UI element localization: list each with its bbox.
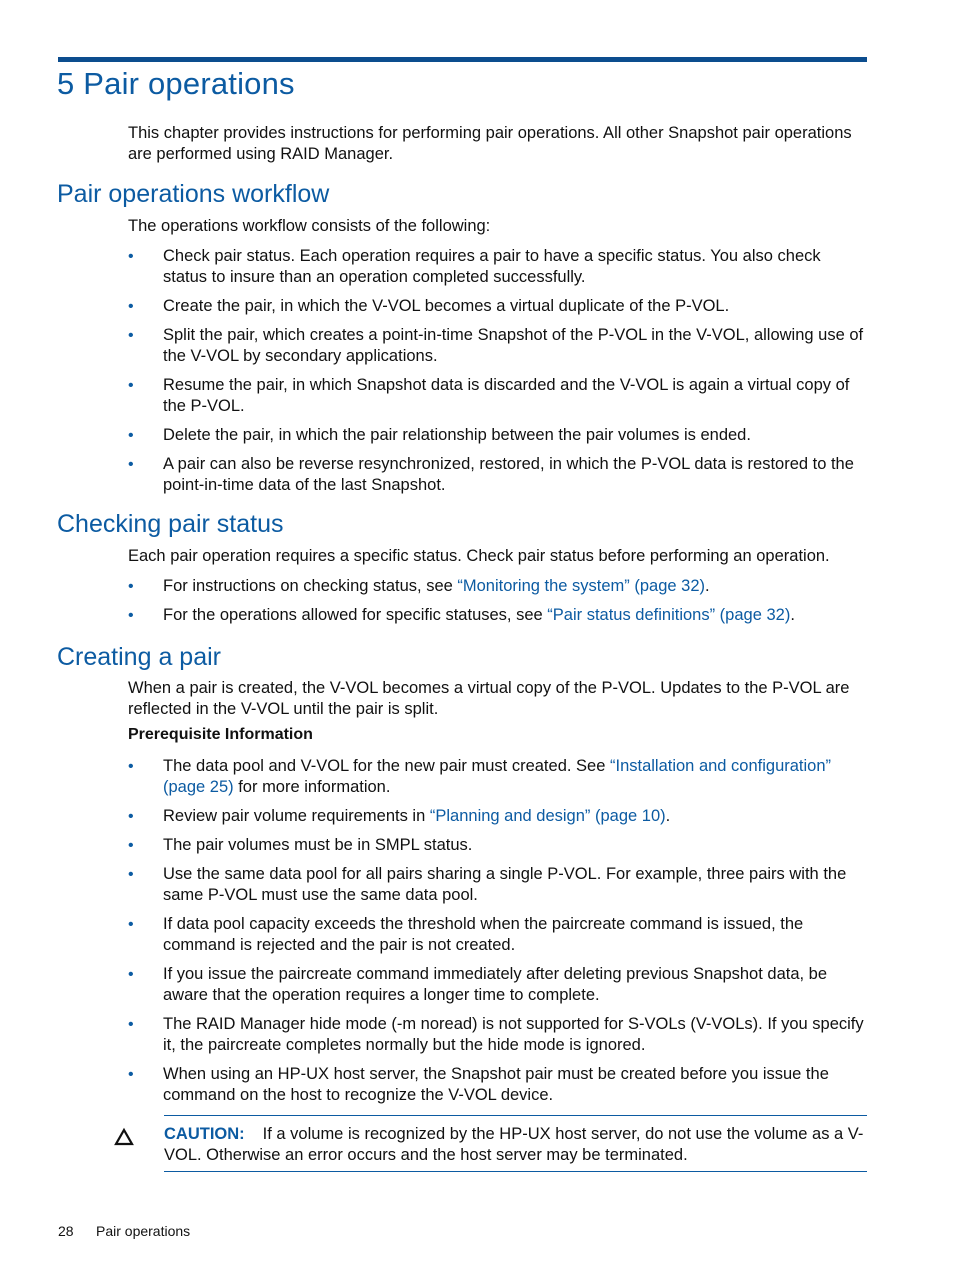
link-planning[interactable]: “Planning and design” (page 10) [429, 807, 666, 825]
creating-list [128, 756, 868, 1114]
link-monitoring[interactable]: “Monitoring the system” (page 32) [457, 577, 705, 595]
link-pair-status-definitions[interactable]: “Pair status definitions” (page 32) [547, 606, 791, 624]
caution-note [164, 1115, 867, 1172]
footer-section: Pair operations [96, 1223, 191, 1239]
bullet-icon: • [128, 837, 134, 854]
bullet-icon: • [128, 607, 134, 624]
list-item: • The data pool and V-VOL for the new pair must created. See “Installation and configuration” (page 25) for more information. [128, 757, 832, 796]
list-item: • A pair can also be reverse resynchronized, restored, in which the P-VOL data is restored to the point-in-time data of the last Snapshot. [128, 455, 854, 494]
list-item: • The pair volumes must be in SMPL status. [128, 836, 473, 854]
bullet-icon: • [128, 966, 134, 983]
checking-lead: Each pair operation requires a specific status. Check pair status before performing an operation. [128, 547, 830, 565]
workflow-list [128, 246, 868, 504]
bullet-icon: • [128, 327, 134, 344]
list-item: • Use the same data pool for all pairs sharing a single P-VOL. For example, three pairs with the same P-VOL must use the same data pool. [128, 865, 847, 904]
list-item: • If you issue the paircreate command immediately after deleting previous Snapshot data, be aware that the operation requires a longer time to complete. [128, 965, 828, 1004]
heading-creating: Creating a pair [57, 643, 221, 671]
warning-triangle-icon [114, 1127, 134, 1147]
link-installation[interactable]: “Installation and configuration” (page 25) [163, 757, 832, 796]
list-item: • For instructions on checking status, see “Monitoring the system” (page 32). [128, 577, 710, 595]
bullet-icon: • [128, 808, 134, 825]
list-item: • Review pair volume requirements in “Planning and design” (page 10). [128, 807, 671, 825]
bullet-icon: • [128, 248, 134, 265]
bullet-icon: • [128, 916, 134, 933]
workflow-lead: The operations workflow consists of the following: [128, 217, 491, 235]
prereq-heading: Prerequisite Information [128, 726, 313, 743]
list-item: • Delete the pair, in which the pair relationship between the pair volumes is ended. [128, 426, 751, 444]
bullet-icon: • [128, 298, 134, 315]
list-item: • Check pair status. Each operation requires a pair to have a specific status. You also check status to insure than an operation completed successfully. [128, 247, 821, 286]
list-item: • Resume the pair, in which Snapshot data is discarded and the V-VOL is again a virtual copy of the P-VOL. [128, 376, 850, 415]
chapter-intro: This chapter provides instructions for performing pair operations. All other Snapshot pair operations are performed using RAID Manager. [128, 124, 852, 163]
list-item: • The RAID Manager hide mode (-m noread) is not supported for S-VOLs (V-VOLs). If you specify it, the paircreate completes normally but the hide mode is ignored. [128, 1015, 864, 1054]
bullet-icon: • [128, 1066, 134, 1083]
bullet-icon: • [128, 456, 134, 473]
heading-workflow: Pair operations workflow [57, 180, 330, 208]
bullet-icon: • [128, 866, 134, 883]
chapter-title: 5 Pair operations [57, 66, 295, 101]
caution-label: CAUTION: [164, 1125, 245, 1143]
heading-checking: Checking pair status [57, 510, 284, 538]
list-item: • Create the pair, in which the V-VOL becomes a virtual duplicate of the P-VOL. [128, 297, 730, 315]
caution-text: If a volume is recognized by the HP-UX host server, do not use the volume as a V-VOL. Otherwise an error occurs and the host server may be terminated. [164, 1125, 864, 1164]
page-number: 28 [58, 1223, 74, 1239]
bullet-icon: • [128, 1016, 134, 1033]
bullet-icon: • [128, 578, 134, 595]
list-item: • If data pool capacity exceeds the threshold when the paircreate command is issued, the command is rejected and the pair is not created. [128, 915, 804, 954]
bullet-icon: • [128, 758, 134, 775]
list-item: • When using an HP-UX host server, the Snapshot pair must be created before you issue the command on the host to recognize the V-VOL device. [128, 1065, 829, 1104]
creating-lead: When a pair is created, the V-VOL becomes a virtual copy of the P-VOL. Updates to the P-VOL are reflected in the V-VOL until the pair is split. [128, 679, 850, 718]
bullet-icon: • [128, 427, 134, 444]
checking-list [128, 576, 868, 634]
bullet-icon: • [128, 377, 134, 394]
list-item: • For the operations allowed for specific statuses, see “Pair status definitions” (page 32). [128, 606, 795, 624]
chapter-rule [58, 57, 867, 62]
list-item: • Split the pair, which creates a point-in-time Snapshot of the P-VOL in the V-VOL, allowing use of the V-VOL by secondary applications. [128, 326, 864, 365]
